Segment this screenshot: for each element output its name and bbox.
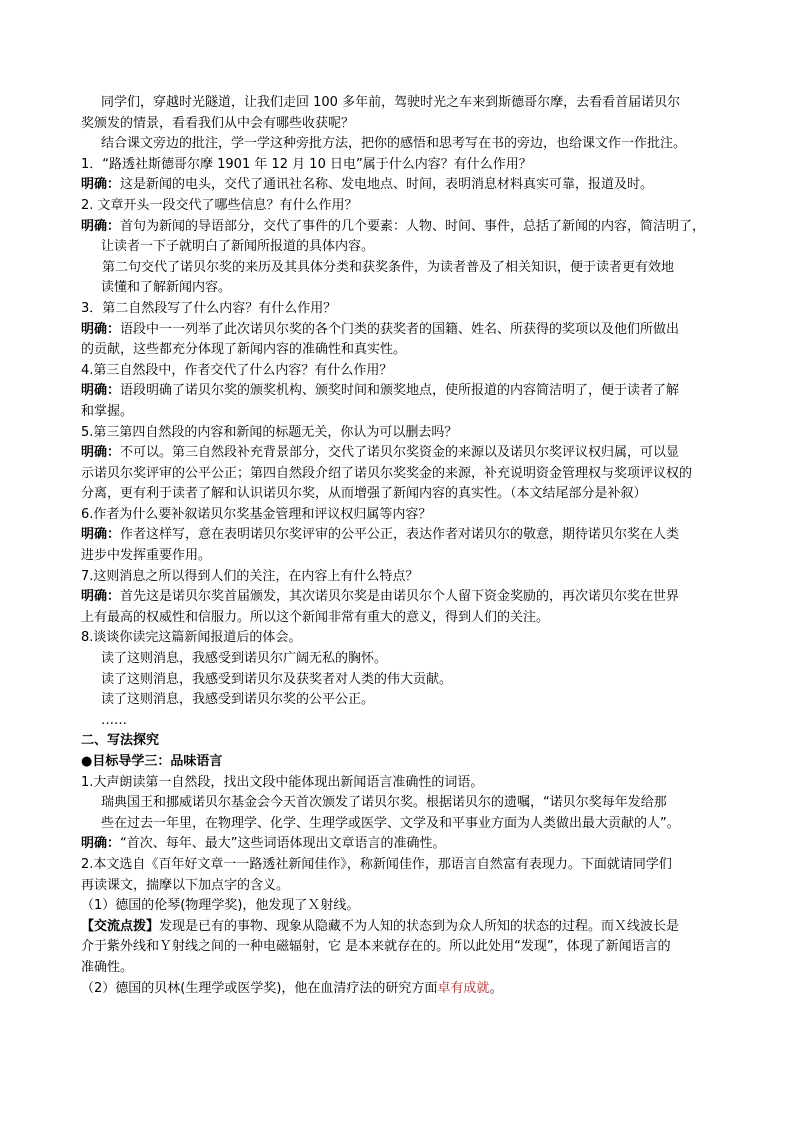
sub-item-2-text: （2）德国的贝林(生理学或医学奖)，他在血清疗法的研究方面 (81, 980, 438, 996)
exchange-label: 【交流点拨】 (81, 918, 160, 934)
answer-text: 这是新闻的电头，交代了通讯社名称、发电地点、时间，表明消息材料真实可靠，报道及时。 (120, 177, 654, 193)
section-2-title: 二、写法探究 (81, 733, 160, 749)
answer-3-line-2: 的贡献，这些都充分体现了新闻内容的准确性和真实性。 (81, 342, 407, 358)
answer-4 (81, 381, 723, 402)
answer-label: 明确： (81, 445, 121, 461)
answer-label: 明确： (81, 527, 121, 543)
reflection-3: 读了这则消息，我感受到诺贝尔奖的公平公正。 (101, 692, 375, 708)
reflection-2: 读了这则消息，我感受到诺贝尔及获奖者对人类的伟大贡献。 (101, 671, 453, 687)
answer-label: 明确： (81, 383, 121, 399)
answer-label: 明确： (81, 177, 121, 193)
question-5: 5.第三第四自然段的内容和新闻的标题无关，你认为可以删去吗？ (81, 424, 458, 440)
answer-2-line-4: 读懂和了解新闻内容。 (101, 280, 232, 296)
answer-3 (81, 320, 723, 341)
question-1: 1．“路透社斯德哥尔摩 1901 年 12 月 10 日电”属于什么内容？有什么作用？ (81, 156, 532, 172)
answer-5-line-2: 示诺贝尔奖评审的公平公正；第四自然段介绍了诺贝尔奖奖金的来源，补充说明资金管理权与奖项评议权的 (81, 465, 693, 481)
answer-6-line-2: 进步中发挥重要作用。 (81, 548, 212, 564)
question-7: 7.这则消息之所以得到人们的关注，在内容上有什么特点？ (81, 568, 419, 584)
sub-item-2 (81, 979, 723, 1000)
intro-line-2: 奖颁发的情景，看看我们从中会有哪些收获呢？ (81, 115, 355, 131)
reflection-1: 读了这则消息，我感受到诺贝尔广阔无私的胸怀。 (101, 651, 388, 667)
answer-7-line-2: 上有最高的权威性和信服力。所以这个新闻非常有重大的意义，得到人们的关注。 (81, 609, 550, 625)
answer-text: “首次、每年、最大”这些词语体现出文章语言的准确性。 (120, 836, 446, 852)
question-3: 3．第二自然段写了什么内容？有什么作用？ (81, 300, 337, 316)
sub-item-1: （1）德国的伦琴(物理学奖)，他发现了Ｘ射线。 (81, 898, 360, 914)
answer-label: 明确： (81, 321, 121, 337)
answer-text: 语段明确了诺贝尔奖的颁奖机构、颁奖时间和颁奖地点，使所报道的内容简洁明了，便于读者了解 (120, 383, 680, 399)
answer-label: 明确： (81, 589, 121, 605)
answer-2 (81, 217, 723, 238)
task-1: 1.大声朗读第一自然段，找出文段中能体现出新闻语言准确性的词语。 (81, 774, 484, 790)
answer-5 (81, 443, 723, 464)
answer-4-line-2: 和掌握。 (81, 403, 134, 419)
answer-label: 明确： (81, 836, 121, 852)
highlighted-phrase: 卓有成就 (437, 980, 490, 996)
sub-item-2-end: 。 (489, 980, 503, 996)
question-8: 8.谈谈你读完这篇新闻报道后的体会。 (81, 630, 302, 646)
answer-text: 首句为新闻的导语部分，交代了事件的几个要素：人物、时间、事件，总括了新闻的内容，简洁明了， (120, 218, 706, 234)
goal-heading: ●目标导学三：品味语言 (81, 754, 223, 769)
quote-line-1: 瑞典国王和挪威诺贝尔基金会今天首次颁发了诺贝尔奖。根据诺贝尔的遗嘱，“诺贝尔奖每年发给那 (101, 795, 667, 811)
exchange-note (81, 917, 723, 938)
task-1-answer (81, 834, 723, 855)
question-2: 2. 文章开头一段交代了哪些信息？有什么作用？ (81, 197, 358, 213)
answer-7 (81, 587, 723, 608)
answer-text: 不可以。第三自然段补充背景部分，交代了诺贝尔奖资金的来源以及诺贝尔奖评议权归属，可以显 (120, 445, 680, 461)
reflection-ellipsis: …… (101, 712, 127, 728)
answer-1 (81, 175, 723, 196)
question-4: 4.第三自然段中，作者交代了什么内容？有什么作用？ (81, 362, 393, 378)
question-6: 6.作者为什么要补叙诺贝尔奖基金管理和评议权归属等内容？ (81, 506, 432, 522)
answer-label: 明确： (81, 218, 121, 234)
exchange-note-line-2: 介于紫外线和Ｙ射线之间的一种电磁辐射，它 是本来就存在的。所以此处用“发现”，体现了新闻语言的 (81, 939, 671, 955)
exchange-text: 发现是已有的事物、现象从隐藏不为人知的状态到为众人所知的状态的过程。而Ｘ线波长是 (159, 918, 680, 934)
answer-2-line-2: 让读者一下子就明白了新闻所报道的具体内容。 (101, 239, 375, 255)
intro-line-1: 同学们，穿越时光隧道，让我们走回 100 多年前，驾驶时光之车来到斯德哥尔摩，去看看首届诺贝尔 (101, 95, 681, 110)
answer-text: 语段中一一列举了此次诺贝尔奖的各个门类的获奖者的国籍、姓名、所获得的奖项以及他们所做出 (120, 321, 680, 337)
task-2: 2.本文选自《百年好文章一一路透社新闻佳作》，称新闻佳作，那语言自然富有表现力。下面就请同学们 (81, 856, 672, 872)
answer-text: 作者这样写，意在表明诺贝尔奖评审的公平公正，表达作者对诺贝尔的敬意，期待诺贝尔奖在人类 (120, 527, 680, 543)
answer-6 (81, 525, 723, 546)
quote-line-2: 些在过去一年里，在物理学、化学、生理学或医学、文学及和平事业方面为人类做出最大贡献的人”。 (101, 815, 680, 831)
exchange-note-line-3: 准确性。 (81, 959, 134, 975)
answer-text: 首先这是诺贝尔奖首届颁发，其次诺贝尔奖是由诺贝尔个人留下资金奖励的，再次诺贝尔奖在世界 (120, 589, 680, 605)
answer-5-line-3: 分离，更有利于读者了解和认识诺贝尔奖，从而增强了新闻内容的真实性。（本文结尾部分是补叙） (81, 486, 647, 502)
answer-2-line-3 (81, 258, 723, 279)
task-2-line-2: 再读课文，揣摩以下加点字的含义。 (81, 877, 290, 893)
intro-line-3: 结合课文旁边的批注，学一学这种旁批方法，把你的感悟和思考写在书的旁边，也给课文作一作批注。 (101, 136, 687, 152)
answer-text: 第二句交代了诺贝尔奖的来历及其具体分类和获奖条件，为读者普及了相关知识，便于读者更有效地 (102, 259, 675, 275)
